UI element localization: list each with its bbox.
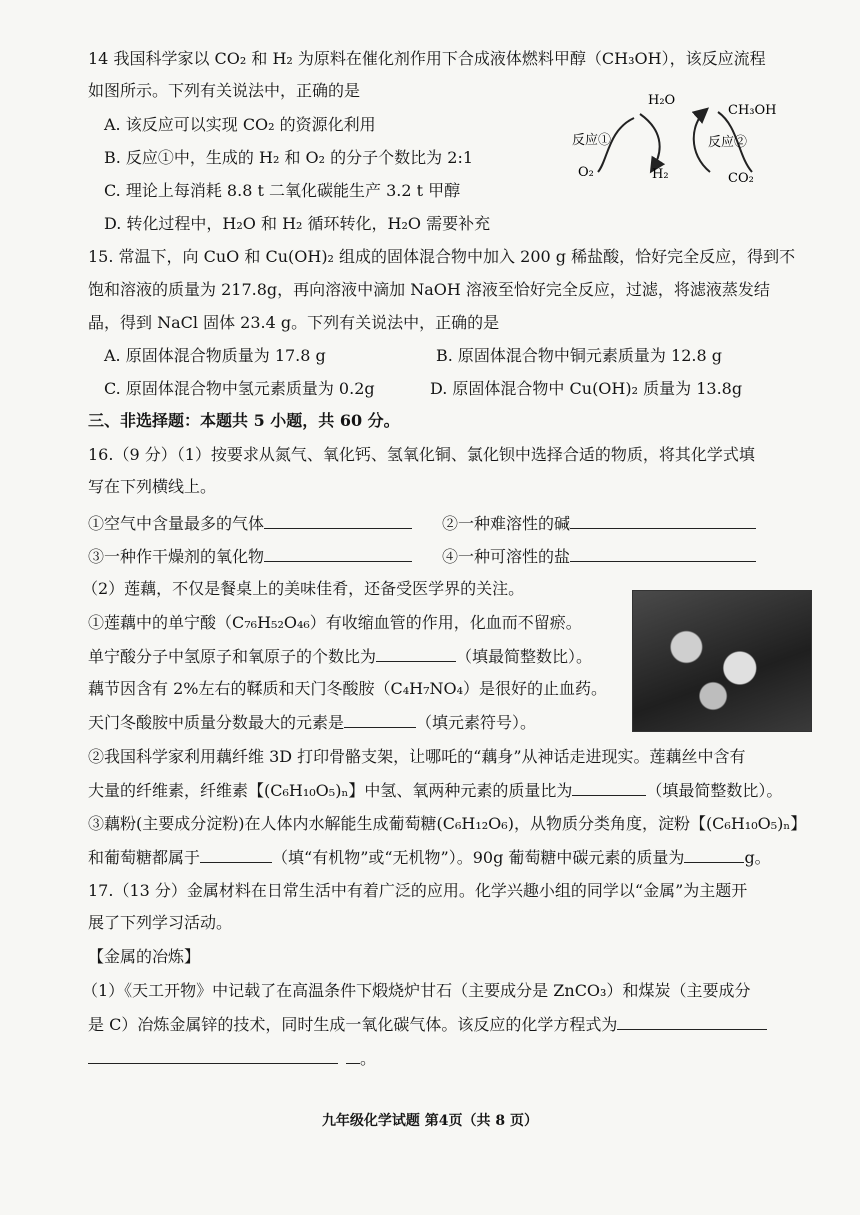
q16-s2-line-a: ②我国科学家利用藕纤维 3D 打印骨骼支架，让哪吒的“藕身”从神话走进现实。莲藕丝中含有 <box>88 747 746 766</box>
q16-field2 <box>442 512 756 535</box>
label-ch3oh: CH₃OH <box>728 103 777 118</box>
q17-section-head: 【金属的冶炼】 <box>88 947 201 966</box>
q15-line3: 晶，得到 NaCl 固体 23.4 g。下列有关说法中，正确的是 <box>88 313 500 332</box>
page-footer: 九年级化学试题 第4页（共 8 页） <box>321 1113 539 1129</box>
answer-blank-9[interactable] <box>684 846 744 863</box>
q16-s1-b-tail: （填最简整数比）。 <box>456 647 593 666</box>
q15-option-d: D. 原固体混合物中 Cu(OH)₂ 质量为 13.8g <box>430 379 743 398</box>
answer-blank-4[interactable] <box>570 545 756 562</box>
q14-stem-line2: 如图所示。下列有关说法中，正确的是 <box>88 81 361 100</box>
label-co2: CO₂ <box>728 171 754 186</box>
answer-blank-12[interactable] <box>346 1047 360 1064</box>
q16-field1 <box>88 512 412 535</box>
answer-blank-10[interactable] <box>617 1013 767 1030</box>
q17-line2: 展了下列学习活动。 <box>88 913 233 932</box>
q17-p1-line-b <box>88 1013 767 1036</box>
q14-option-c: C. 理论上每消耗 8.8 t 二氧化碳能生产 3.2 t 甲醇 <box>104 181 461 200</box>
label-o2: O₂ <box>578 165 594 180</box>
q15-option-a: A. 原固体混合物质量为 17.8 g <box>104 346 326 365</box>
q15-line2: 饱和溶液的质量为 217.8g，再向溶液中滴加 NaOH 溶液至恰好完全反应，过滤，将滤液蒸发结 <box>88 280 770 299</box>
q17-line1: 17.（13 分）金属材料在日常生活中有着广泛的应用。化学兴趣小组的同学以“金属”为主题开 <box>88 881 748 900</box>
answer-blank-1[interactable] <box>264 512 412 529</box>
answer-blank-2[interactable] <box>570 512 756 529</box>
label-reaction2: 反应② <box>708 135 748 150</box>
reaction-cycle-diagram <box>568 90 788 188</box>
q17-p1-line-a: （1）《天工开物》中记载了在高温条件下煅烧炉甘石（主要成分是 ZnCO₃）和煤炭（主要成分 <box>82 981 751 1000</box>
answer-blank-5[interactable] <box>376 645 456 662</box>
section-heading: 三、非选择题：本题共 5 小题，共 60 分。 <box>88 411 400 430</box>
q15-option-c: C. 原固体混合物中氢元素质量为 0.2g <box>104 379 375 398</box>
q15-option-b: B. 原固体混合物中铜元素质量为 12.8 g <box>436 346 722 365</box>
answer-blank-11[interactable] <box>88 1047 338 1064</box>
q16-s2-line-b <box>88 779 782 802</box>
q16-s1-line-d <box>88 711 536 734</box>
answer-blank-3[interactable] <box>264 545 412 562</box>
q16-s1-b-text: 单宁酸分子中氢原子和氧原子的个数比为 <box>88 647 377 666</box>
q16-s1-line-b <box>88 645 592 668</box>
q16-line1: 16.（9 分）（1）按要求从氮气、氧化钙、氢氧化铜、氯化钡中选择合适的物质，将其化学式填 <box>88 445 755 464</box>
q16-s2-b-text: 大量的纤维素，纤维素【(C₆H₁₀O₅)ₙ】中氢、氧两种元素的质量比为 <box>88 781 573 800</box>
q16-field4-label: ④一种可溶性的盐 <box>442 547 571 566</box>
q16-s1-line-c: 藕节因含有 2%左右的鞣质和天门冬酸胺（C₄H₇NO₄）是很好的止血药。 <box>88 679 608 698</box>
q16-s3-b-tail: g。 <box>744 848 771 867</box>
answer-blank-8[interactable] <box>200 846 272 863</box>
q16-s1-d-tail: （填元素符号）。 <box>416 713 537 732</box>
label-reaction1: 反应① <box>572 133 612 148</box>
h2-arrow <box>640 114 660 170</box>
q17-p1-line-c <box>88 1047 376 1070</box>
label-h2: H₂ <box>652 167 669 182</box>
q16-s3-line-b <box>88 846 771 869</box>
q14-option-b: B. 反应①中，生成的 H₂ 和 O₂ 的分子个数比为 2:1 <box>104 148 474 167</box>
q17-p1-c-tail: 。 <box>360 1049 377 1068</box>
q16-field3-label: ③一种作干燥剂的氧化物 <box>88 547 265 566</box>
q16-s1-line-a: ①莲藕中的单宁酸（C₇₆H₅₂O₄₆）有收缩血管的作用，化血而不留瘀。 <box>88 613 582 632</box>
answer-blank-7[interactable] <box>572 779 646 796</box>
q16-line2: 写在下列横线上。 <box>88 477 217 496</box>
q15-line1: 15. 常温下，向 CuO 和 Cu(OH)₂ 组成的固体混合物中加入 200 g 稀盐酸，恰好完全反应，得到不 <box>88 247 796 266</box>
lotus-root-photo <box>632 590 812 732</box>
q16-field1-label: ①空气中含量最多的气体 <box>88 514 265 533</box>
q16-s3-line-a: ③藕粉(主要成分淀粉)在人体内水解能生成葡萄糖(C₆H₁₂O₆)，从物质分类角度，淀粉【(C₆H₁₀O₅)ₙ】 <box>88 814 807 833</box>
q16-field4 <box>442 545 756 568</box>
q16-part2-intro: （2）莲藕，不仅是餐桌上的美味佳肴，还备受医学界的关注。 <box>82 579 525 598</box>
q16-s1-d-text: 天门冬酸胺中质量分数最大的元素是 <box>88 713 345 732</box>
q16-field2-label: ②一种难溶性的碱 <box>442 514 571 533</box>
answer-blank-6[interactable] <box>344 711 416 728</box>
q16-s3-b-mid: （填“有机物”或“无机物”）。90g 葡萄糖中碳元素的质量为 <box>272 848 685 867</box>
q17-p1-b-text: 是 C）冶炼金属锌的技术，同时生成一氧化碳气体。该反应的化学方程式为 <box>88 1015 618 1034</box>
q14-stem-line1: 14 我国科学家以 CO₂ 和 H₂ 为原料在催化剂作用下合成液体燃料甲醇（CH₃OH），该反应流程 <box>88 49 766 68</box>
q14-option-a: A. 该反应可以实现 CO₂ 的资源化利用 <box>104 115 376 134</box>
q16-field3 <box>88 545 412 568</box>
q16-s3-b-text: 和葡萄糖都属于 <box>88 848 201 867</box>
label-h2o: H₂O <box>648 93 676 108</box>
q16-s2-b-tail: （填最简整数比）。 <box>646 781 783 800</box>
q14-option-d: D. 转化过程中，H₂O 和 H₂ 循环转化，H₂O 需要补充 <box>104 214 491 233</box>
